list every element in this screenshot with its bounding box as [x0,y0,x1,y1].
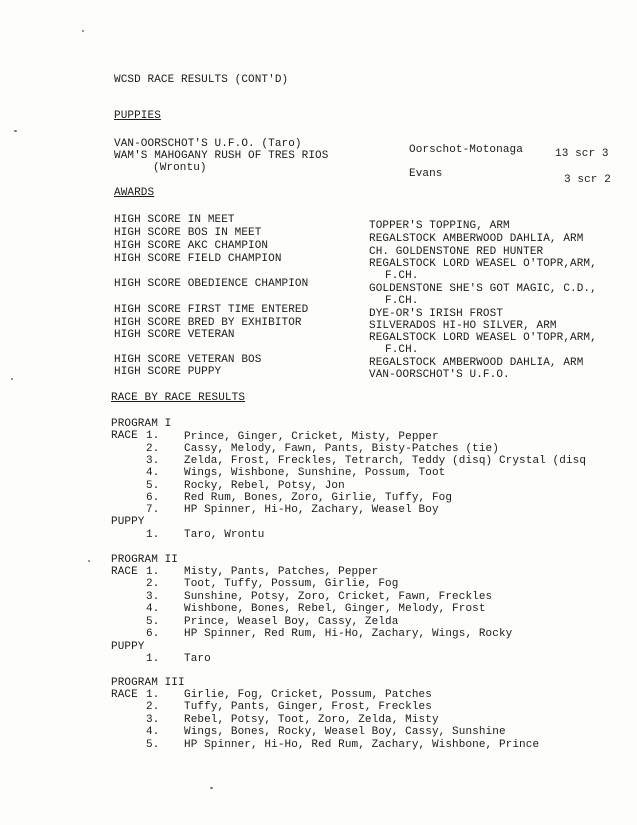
race-dogs: HP Spinner, Red Rum, Hi-Ho, Zachary, Wings, Rocky [184,628,513,640]
race-number: 1. [146,430,160,442]
race-number: 6. [146,492,160,504]
award-winner: REGALSTOCK AMBERWOOD DAHLIA, ARM [369,357,584,369]
race-label: RACE [111,689,138,701]
race-dogs: Taro, Wrontu [184,529,265,541]
scan-speck [14,130,17,132]
race-dogs: Cassy, Melody, Fawn, Pants, Bisty-Patches (tie) [184,443,499,455]
race-dogs: Girlie, Fog, Cricket, Possum, Patches [184,689,432,701]
race-dogs: Prince, Ginger, Cricket, Misty, Pepper [184,431,439,443]
award-winner: REGALSTOCK LORD WEASEL O'TOPR,ARM, [369,332,597,344]
scan-speck [11,378,13,380]
race-number: 2. [146,443,160,455]
award-winner: SILVERADOS HI-HO SILVER, ARM [369,320,557,332]
race-number: 1. [146,529,160,541]
puppy-judge: Evans [409,168,443,180]
race-dogs: Sunshine, Potsy, Zoro, Cricket, Fawn, Freckles [184,591,493,603]
awards-heading: AWARDS [114,187,155,199]
race-dogs: Zelda, Frost, Freckles, Tetrarch, Teddy (disq) Crystal (disq [184,455,587,467]
award-winner: REGALSTOCK LORD WEASEL O'TOPR,ARM, [369,258,597,270]
scan-speck [88,560,90,562]
race-dogs: Red Rum, Bones, Zoro, Girlie, Tuffy, Fog [184,492,453,504]
race-dogs: Rocky, Rebel, Potsy, Jon [184,480,345,492]
award-winner: REGALSTOCK AMBERWOOD DAHLIA, ARM [369,233,584,245]
puppy-judge: Oorschot-Motonaga [409,144,523,156]
race-dogs: Toot, Tuffy, Possum, Girlie, Fog [184,578,399,590]
race-dogs: Misty, Pants, Patches, Pepper [184,566,379,578]
award-label: HIGH SCORE OBEDIENCE CHAMPION [114,278,309,290]
race-dogs: HP Spinner, Hi-Ho, Red Rum, Zachary, Wishbone, Prince [184,739,540,751]
race-number: 4. [146,467,160,479]
award-winner: DYE-OR'S IRISH FROST [369,308,504,320]
race-dogs: Tuffy, Pants, Ginger, Frost, Freckles [184,701,432,713]
race-dogs: Wings, Wishbone, Sunshine, Possum, Toot [184,467,446,479]
race-number: 3. [146,714,160,726]
program-title: PROGRAM II [111,554,179,566]
race-number: 6. [146,628,160,640]
race-number: 4. [146,603,160,615]
award-label: HIGH SCORE FIELD CHAMPION [114,253,282,265]
race-number: 7. [146,504,160,516]
race-number: 1. [146,689,160,701]
award-winner-title: F.CH. [385,344,419,356]
puppy-entry-callname: (Wrontu) [153,162,207,174]
award-label: HIGH SCORE FIRST TIME ENTERED [114,304,309,316]
award-winner-title: F.CH. [385,270,419,282]
award-label: HIGH SCORE PUPPY [114,366,222,378]
program-title: PROGRAM I [111,418,172,430]
program-title: PROGRAM III [111,677,185,689]
page-title: WCSD RACE RESULTS (CONT'D) [114,74,289,86]
award-winner: GOLDENSTONE SHE'S GOT MAGIC, C.D., [369,283,597,295]
puppy-score: 13 scr 3 [555,148,609,160]
race-number: 5. [146,739,160,751]
award-label: HIGH SCORE VETERAN [114,329,235,341]
race-number: 2. [146,578,160,590]
race-number: 3. [146,591,160,603]
race-number: 2. [146,701,160,713]
award-label: HIGH SCORE BOS IN MEET [114,227,262,239]
puppy-label: PUPPY [111,641,145,653]
race-dogs: Rebel, Potsy, Toot, Zoro, Zelda, Misty [184,714,439,726]
race-number: 3. [146,455,160,467]
race-number: 5. [146,480,160,492]
race-dogs: HP Spinner, Hi-Ho, Zachary, Weasel Boy [184,504,439,516]
race-number: 5. [146,616,160,628]
award-label: HIGH SCORE VETERAN BOS [114,354,262,366]
puppies-heading: PUPPIES [114,110,161,122]
puppy-entry: VAN-OORSCHOT'S U.F.O. (Taro) [114,138,302,150]
race-dogs: Wings, Bones, Rocky, Weasel Boy, Cassy, Sunshine [184,726,506,738]
puppy-label: PUPPY [111,516,145,528]
race-label: RACE [111,566,138,578]
award-winner-title: F.CH. [385,295,419,307]
award-winner: CH. GOLDENSTONE RED HUNTER [369,246,544,258]
award-label: HIGH SCORE AKC CHAMPION [114,240,269,252]
race-dogs: Taro [184,653,211,665]
puppy-entry: WAM'S MAHOGANY RUSH OF TRES RIOS [114,150,329,162]
race-number: 1. [146,653,160,665]
scan-speck [210,787,213,789]
race-dogs: Prince, Weasel Boy, Cassy, Zelda [184,616,399,628]
scan-speck [82,30,84,32]
race-results-heading: RACE BY RACE RESULTS [111,392,246,404]
award-winner: TOPPER'S TOPPING, ARM [369,220,510,232]
race-number: 1. [146,566,160,578]
award-winner: VAN-OORSCHOT'S U.F.O. [369,369,510,381]
award-label: HIGH SCORE IN MEET [114,214,235,226]
race-dogs: Wishbone, Bones, Rebel, Ginger, Melody, Frost [184,603,486,615]
race-number: 4. [146,726,160,738]
award-label: HIGH SCORE BRED BY EXHIBITOR [114,317,302,329]
race-label: RACE [111,430,138,442]
puppy-score: 3 scr 2 [564,174,611,186]
